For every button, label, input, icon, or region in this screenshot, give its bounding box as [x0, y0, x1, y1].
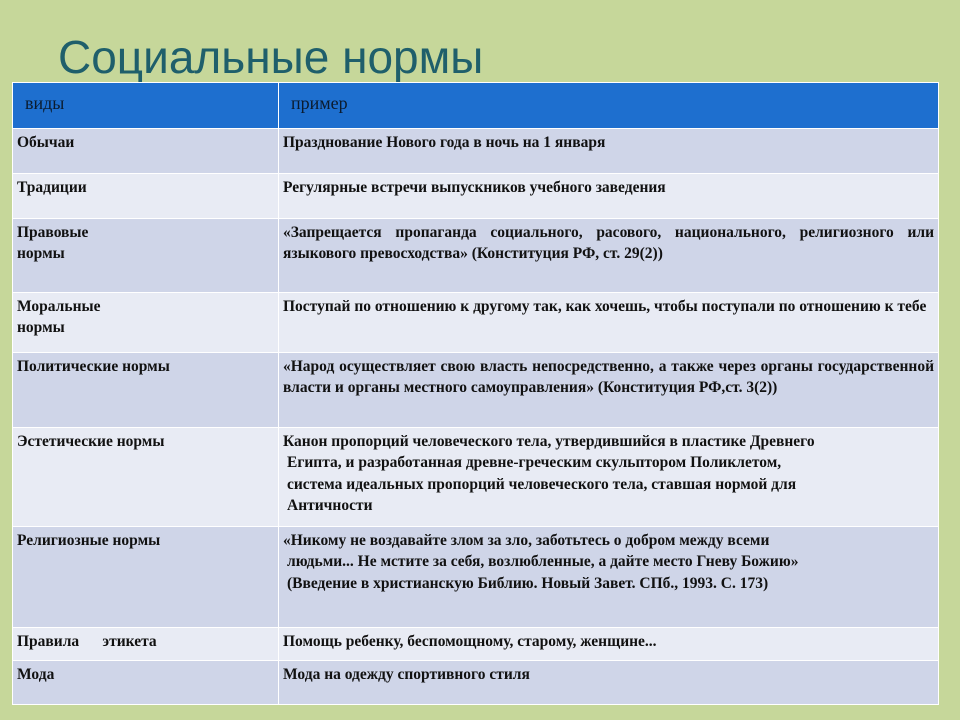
table-row — [13, 219, 939, 293]
example-cell — [279, 129, 939, 174]
example-text: Празднование Нового года в ночь на 1 января — [283, 134, 606, 151]
header-kinds: виды — [13, 83, 279, 129]
example-line: Античности — [287, 497, 373, 515]
kind-cell — [13, 293, 279, 353]
example-text: Помощь ребенку, беспомощному, старому, женщине... — [283, 633, 657, 650]
table-header-row — [13, 83, 939, 129]
kind-cell: Традиции — [13, 174, 279, 219]
kind-line: нормы — [17, 319, 65, 337]
example-text: Мода на одежду спортивного стиля — [283, 666, 530, 683]
table-row — [13, 527, 939, 628]
table-row — [13, 174, 939, 219]
header-example: пример — [279, 83, 939, 129]
kind-line: Правовые — [17, 224, 89, 241]
example-text: «Запрещается пропаганда социального, расового, национального, религиозного или языкового превосходства» (Конституция РФ, ст. 29(2)) — [283, 224, 934, 263]
example-text: Поступай по отношению к другому так, как хочешь, чтобы поступали по отношению к тебе — [283, 298, 927, 315]
table-row — [13, 129, 939, 174]
example-text: «Народ осуществляет свою власть непосредственно, а также через органы государственной власти и органы местного самоуправления» (Конституция РФ,ст. 3(2)) — [283, 358, 934, 397]
example-cell — [279, 628, 939, 661]
kind-cell: Религиозные нормы — [13, 527, 279, 628]
kind-cell: Мода — [13, 661, 279, 705]
example-line: людьми... Не мстите за себя, возлюбленные, а дайте место Гневу Божию» — [287, 553, 799, 571]
kind-cell: Политические нормы — [13, 353, 279, 428]
kind-cell: Правила этикета — [13, 628, 279, 661]
example-cell — [279, 174, 939, 219]
example-cell — [279, 353, 939, 428]
example-cell — [279, 428, 939, 527]
kind-cell: Эстетические нормы — [13, 428, 279, 527]
example-line: система идеальных пропорций человеческого тела, ставшая нормой для — [287, 475, 797, 493]
example-line: «Никому не воздавайте злом за зло, заботьтесь о добром между всеми — [283, 532, 770, 549]
example-line: (Введение в христианскую Библию. Новый Завет. СПб., 1993. С. 173) — [287, 574, 769, 592]
kind-cell: Обычаи — [13, 129, 279, 174]
table-row — [13, 353, 939, 428]
norms-table — [12, 82, 939, 705]
example-cell — [279, 293, 939, 353]
kind-line: Моральные — [17, 298, 101, 315]
slide-title: Социальные нормы — [58, 31, 484, 83]
example-text: Регулярные встречи выпускников учебного заведения — [283, 179, 666, 196]
kind-line: нормы — [17, 245, 65, 263]
table-row — [13, 293, 939, 353]
example-cell — [279, 661, 939, 705]
example-line: Канон пропорций человеческого тела, утвердившийся в пластике Древнего — [283, 433, 815, 450]
table-row — [13, 661, 939, 705]
example-line: Египта, и разработанная древне-греческим скульптором Поликлетом, — [287, 454, 782, 472]
table-row — [13, 628, 939, 661]
kind-cell — [13, 219, 279, 293]
example-cell — [279, 219, 939, 293]
example-cell — [279, 527, 939, 628]
table-row — [13, 428, 939, 527]
